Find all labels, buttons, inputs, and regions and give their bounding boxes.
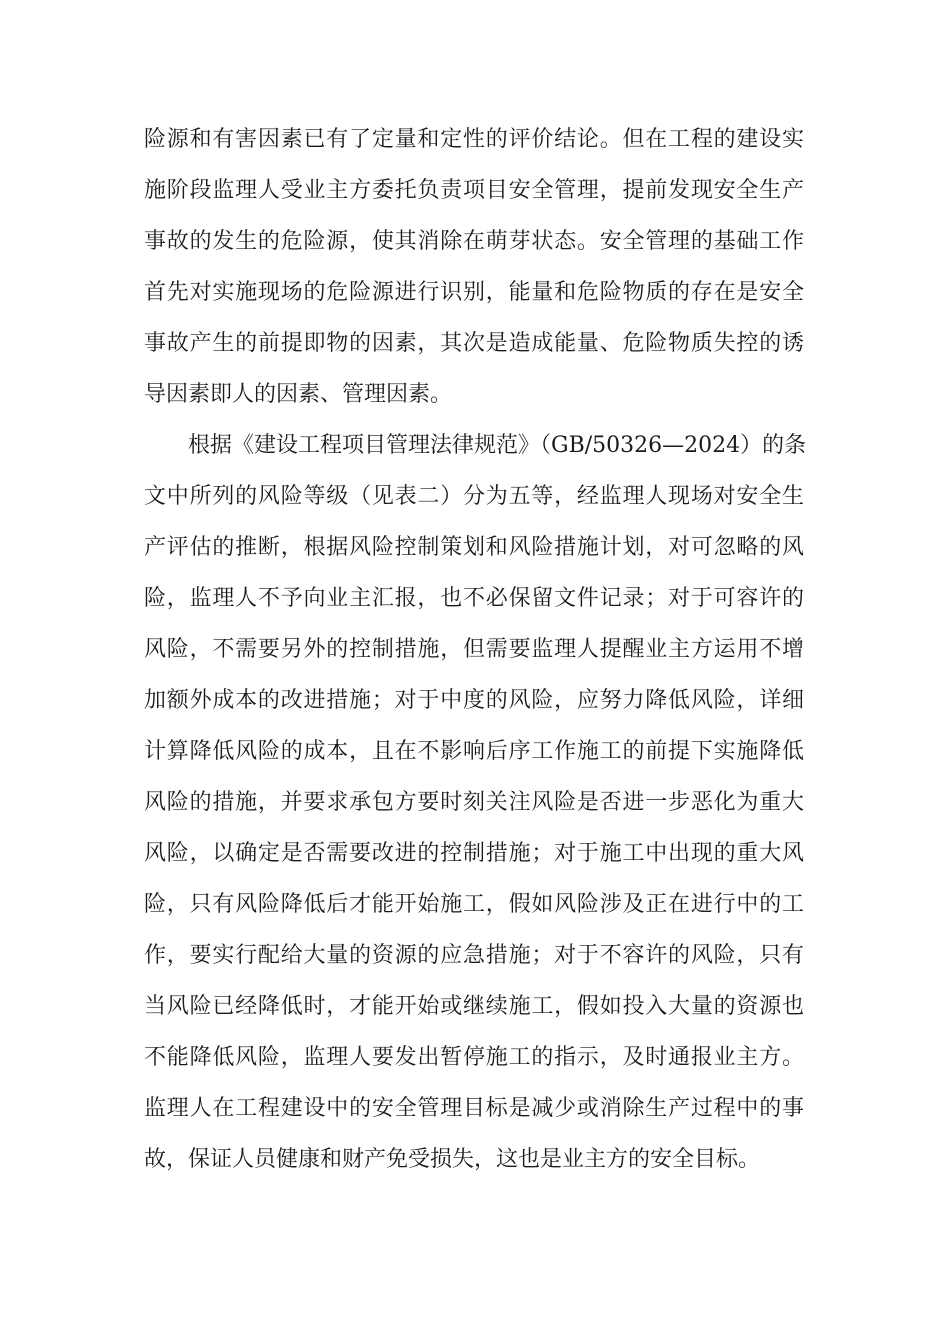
text-line: 根据《建设工程项目管理法律规范》（GB/50326—2024）的条 — [188, 433, 807, 458]
text-line: 作，要实行配给大量的资源的应急措施；对于不容许的风险，只有 — [144, 943, 804, 968]
text-line: 不能降低风险，监理人要发出暂停施工的指示，及时通报业主方。 — [144, 1045, 804, 1070]
text-line: 险，只有风险降低后才能开始施工，假如风险涉及正在进行中的工 — [144, 892, 804, 917]
text-line: 文中所列的风险等级（见表二）分为五等，经监理人现场对安全生 — [144, 484, 804, 509]
text-line: 计算降低风险的成本，且在不影响后序工作施工的前提下实施降低 — [144, 739, 804, 764]
text-line: 事故产生的前提即物的因素，其次是造成能量、危险物质失控的诱 — [144, 331, 804, 356]
body-text — [144, 114, 807, 1185]
paragraph-risk-levels — [144, 420, 807, 1185]
text-line: 险，监理人不予向业主汇报，也不必保留文件记录；对于可容许的 — [144, 586, 804, 611]
paragraph-continuation — [144, 114, 804, 420]
text-line: 当风险已经降低时，才能开始或继续施工，假如投入大量的资源也 — [144, 994, 804, 1019]
text-line: 风险的措施，并要求承包方要时刻关注风险是否进一步恶化为重大 — [144, 790, 804, 815]
text-line: 事故的发生的危险源，使其消除在萌芽状态。安全管理的基础工作 — [144, 229, 804, 254]
text-line: 故，保证人员健康和财产免受损失，这也是业主方的安全目标。 — [144, 1147, 761, 1172]
text-line: 风险，以确定是否需要改进的控制措施；对于施工中出现的重大风 — [144, 841, 804, 866]
text-line: 监理人在工程建设中的安全管理目标是减少或消除生产过程中的事 — [144, 1096, 804, 1121]
text-line: 风险，不需要另外的控制措施，但需要监理人提醒业主方运用不增 — [144, 637, 804, 662]
text-line: 施阶段监理人受业主方委托负责项目安全管理，提前发现安全生产 — [144, 178, 804, 203]
text-line: 首先对实施现场的危险源进行识别，能量和危险物质的存在是安全 — [144, 280, 804, 305]
text-line: 产评估的推断，根据风险控制策划和风险措施计划，对可忽略的风 — [144, 535, 804, 560]
text-line: 险源和有害因素已有了定量和定性的评价结论。但在工程的建设实 — [144, 127, 804, 152]
text-line: 加额外成本的改进措施；对于中度的风险，应努力降低风险，详细 — [144, 688, 804, 713]
text-line: 导因素即人的因素、管理因素。 — [144, 382, 453, 407]
